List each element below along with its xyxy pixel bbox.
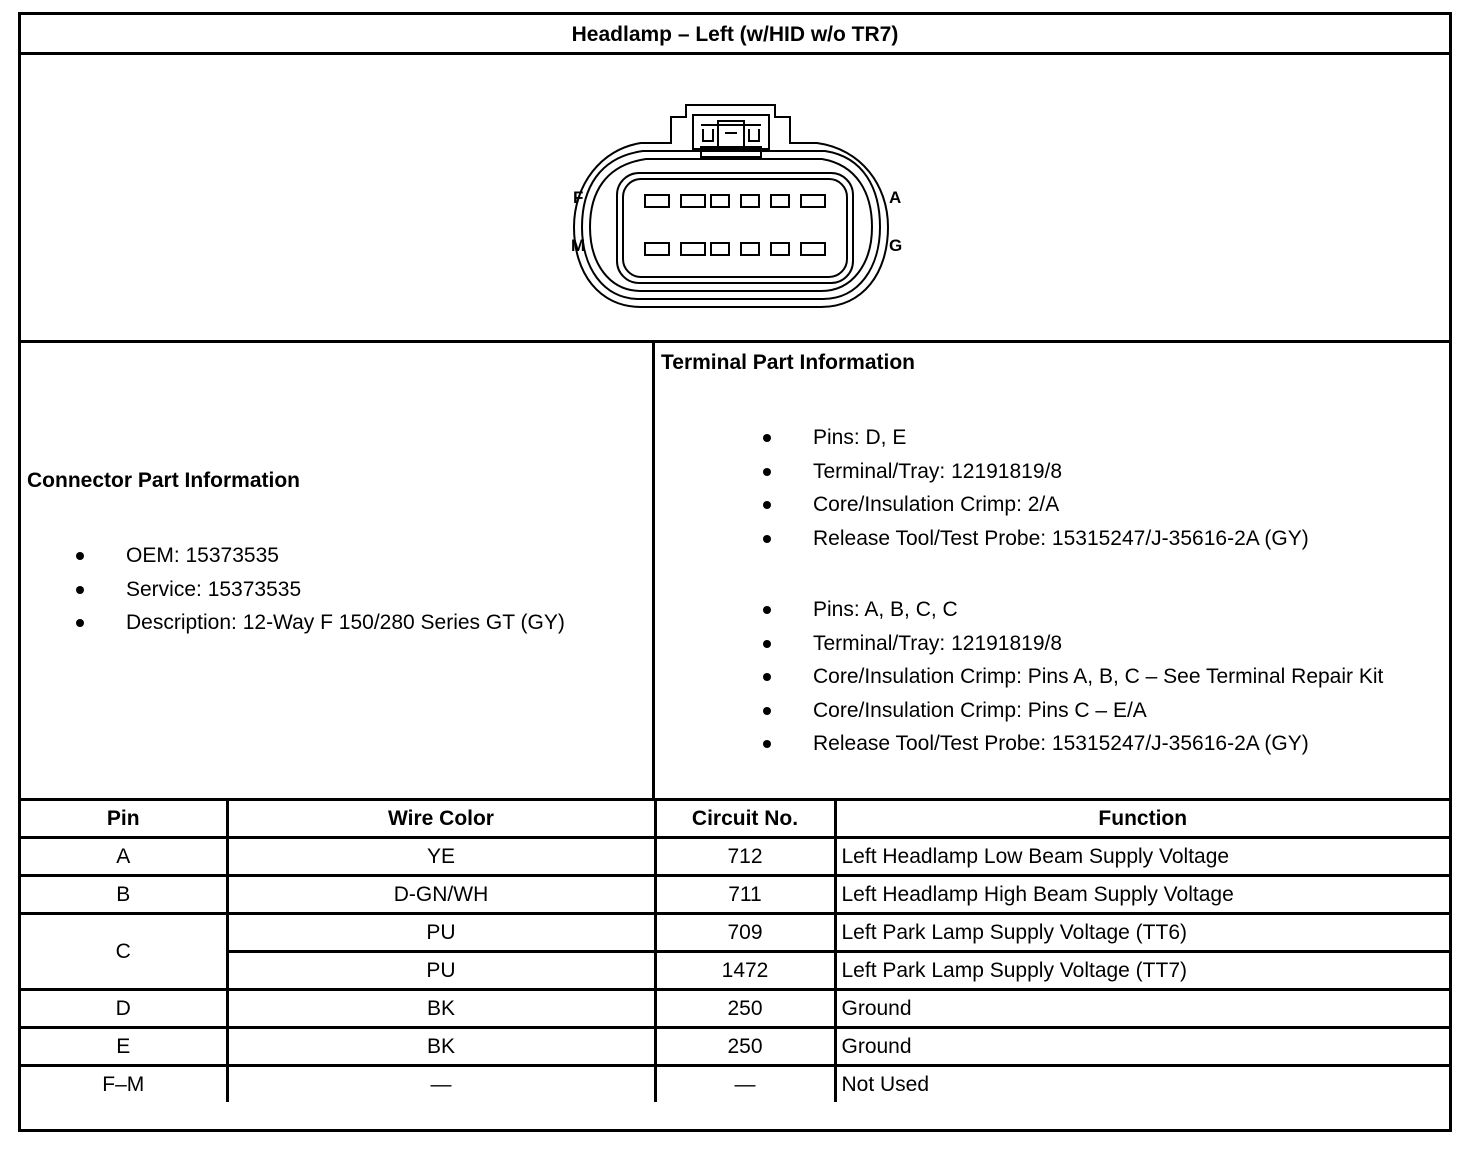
table-row xyxy=(21,838,1449,876)
connector-figure xyxy=(21,55,1449,343)
function-cell: Not Used xyxy=(835,1066,1449,1103)
cavity-area-inner xyxy=(623,179,847,277)
pin-cell: B xyxy=(21,876,227,914)
list-item: Release Tool/Test Probe: 15315247/J-35616-2A (GY) xyxy=(708,522,1309,556)
list-item: Pins: D, E xyxy=(708,421,1309,455)
terminal-cavity xyxy=(771,195,789,207)
pin-cell: A xyxy=(21,838,227,876)
circuit-cell: 711 xyxy=(655,876,835,914)
header-pin: Pin xyxy=(21,801,227,838)
pin-cell: E xyxy=(21,1028,227,1066)
part-information xyxy=(21,343,1449,801)
circuit-cell: 709 xyxy=(655,914,835,952)
header-circuit-no: Circuit No. xyxy=(655,801,835,838)
wire-color-cell: PU xyxy=(227,914,655,952)
terminal-cavity xyxy=(681,195,705,207)
connector-part-heading: Connector Part Information xyxy=(27,469,301,492)
table-row xyxy=(21,952,1449,990)
list-item: Release Tool/Test Probe: 15315247/J-35616-2A (GY) xyxy=(708,727,1383,761)
connector-part-list xyxy=(21,539,565,640)
terminal-cavity xyxy=(645,243,669,255)
header-function: Function xyxy=(835,801,1449,838)
list-item: Core/Insulation Crimp: Pins A, B, C – See Terminal Repair Kit xyxy=(708,660,1383,694)
terminal-cavity xyxy=(645,195,669,207)
list-item: OEM: 15373535 xyxy=(21,539,565,573)
circuit-cell: 250 xyxy=(655,990,835,1028)
pin-label-a: A xyxy=(889,188,902,207)
terminal-cavity xyxy=(711,243,729,255)
list-item: Core/Insulation Crimp: 2/A xyxy=(708,488,1309,522)
terminal-part-section xyxy=(655,343,1449,798)
terminal-part-heading: Terminal Part Information xyxy=(661,351,915,374)
circuit-cell: 712 xyxy=(655,838,835,876)
table-row xyxy=(21,876,1449,914)
pin-label-f: F xyxy=(573,188,584,207)
pin-cell: C xyxy=(21,914,227,990)
pin-cell: F–M xyxy=(21,1066,227,1103)
list-item: Terminal/Tray: 12191819/8 xyxy=(708,455,1309,489)
wire-color-cell: — xyxy=(227,1066,655,1103)
table-row xyxy=(21,990,1449,1028)
wire-color-cell: D-GN/WH xyxy=(227,876,655,914)
function-cell: Ground xyxy=(835,990,1449,1028)
function-cell: Ground xyxy=(835,1028,1449,1066)
terminal-cavity xyxy=(771,243,789,255)
wire-color-cell: BK xyxy=(227,990,655,1028)
terminal-cavity xyxy=(681,243,705,255)
latch-detail xyxy=(701,121,761,147)
header-wire-color: Wire Color xyxy=(227,801,655,838)
function-cell: Left Headlamp High Beam Supply Voltage xyxy=(835,876,1449,914)
list-item: Core/Insulation Crimp: Pins C – E/A xyxy=(708,694,1383,728)
list-item: Service: 15373535 xyxy=(21,573,565,607)
page-title: Headlamp – Left (w/HID w/o TR7) xyxy=(21,15,1449,55)
connector-diagram xyxy=(21,55,1449,343)
table-row xyxy=(21,1066,1449,1103)
terminal-cavity xyxy=(801,195,825,207)
list-item: Pins: A, B, C, C xyxy=(708,593,1383,627)
pin-label-m: M xyxy=(571,236,586,255)
function-cell: Left Park Lamp Supply Voltage (TT7) xyxy=(835,952,1449,990)
table-row xyxy=(21,914,1449,952)
terminal-cavity xyxy=(741,195,759,207)
list-item: Description: 12-Way F 150/280 Series GT (GY) xyxy=(21,606,565,640)
pinout-table-wrap xyxy=(21,801,1449,1102)
wire-color-cell: YE xyxy=(227,838,655,876)
cavity-area xyxy=(617,173,853,283)
wire-color-cell: PU xyxy=(227,952,655,990)
connector-document xyxy=(18,12,1452,1132)
table-header-row xyxy=(21,801,1449,838)
wire-color-cell: BK xyxy=(227,1028,655,1066)
circuit-cell: 250 xyxy=(655,1028,835,1066)
connector-part-section xyxy=(21,343,655,798)
table-row xyxy=(21,1028,1449,1066)
terminal-cavity xyxy=(741,243,759,255)
circuit-cell: 1472 xyxy=(655,952,835,990)
pin-cell: D xyxy=(21,990,227,1028)
pin-label-g: G xyxy=(889,236,903,255)
circuit-cell: — xyxy=(655,1066,835,1103)
terminal-cavity xyxy=(801,243,825,255)
function-cell: Left Park Lamp Supply Voltage (TT6) xyxy=(835,914,1449,952)
pinout-table xyxy=(21,801,1449,1102)
terminal-part-list-2 xyxy=(708,593,1383,761)
terminal-cavity xyxy=(711,195,729,207)
function-cell: Left Headlamp Low Beam Supply Voltage xyxy=(835,838,1449,876)
list-item: Terminal/Tray: 12191819/8 xyxy=(708,627,1383,661)
terminal-part-list-1 xyxy=(708,421,1309,555)
